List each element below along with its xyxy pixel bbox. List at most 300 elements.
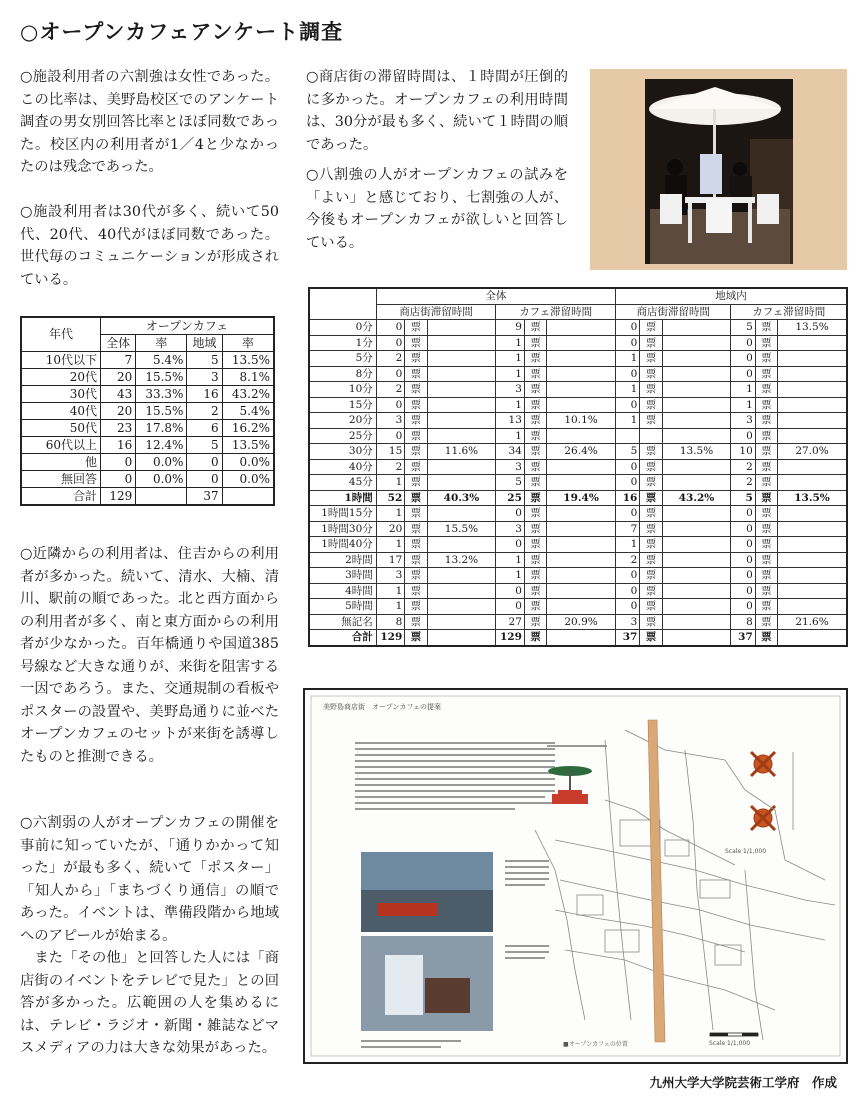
percent-cell	[778, 630, 847, 646]
count-cell: 0	[376, 397, 405, 413]
unit-cell: 票	[524, 599, 546, 615]
percent-cell	[662, 382, 731, 398]
stay-table-row	[309, 614, 847, 630]
subgroup-header: 商店街滞留時間	[615, 304, 730, 320]
percent-cell	[778, 459, 847, 475]
unit-cell: 票	[524, 521, 546, 537]
unit-cell: 票	[755, 552, 777, 568]
cafe-group-header: オープンカフェ	[101, 317, 275, 335]
unit-cell: 票	[524, 335, 546, 351]
unit-cell: 票	[640, 599, 662, 615]
age-label-cell: 無回答	[21, 471, 101, 488]
age-value-cell: 0	[187, 454, 222, 471]
percent-cell	[778, 428, 847, 444]
age-value-cell: 2	[187, 403, 222, 420]
age-label-cell: 40代	[21, 403, 101, 420]
percent-cell	[778, 382, 847, 398]
unit-cell: 票	[640, 351, 662, 367]
count-cell: 34	[496, 444, 525, 460]
count-cell: 1	[376, 599, 405, 615]
count-cell: 8	[376, 614, 405, 630]
percent-cell	[547, 382, 616, 398]
percent-cell	[547, 459, 616, 475]
unit-cell: 票	[755, 599, 777, 615]
percent-cell	[662, 568, 731, 584]
percent-cell	[427, 537, 496, 553]
unit-cell: 票	[755, 366, 777, 382]
age-label-cell: 50代	[21, 420, 101, 437]
count-cell: 0	[615, 320, 639, 336]
duration-label-cell: 1時間40分	[309, 537, 376, 553]
unit-cell: 票	[640, 382, 662, 398]
percent-cell	[778, 366, 847, 382]
unit-cell: 票	[755, 382, 777, 398]
count-cell: 0	[376, 335, 405, 351]
group-header-local: 地域内	[615, 288, 847, 304]
age-value-cell	[136, 488, 187, 506]
percent-cell	[778, 475, 847, 491]
board-drawing	[305, 690, 846, 1062]
stay-table-row	[309, 490, 847, 506]
count-cell: 0	[615, 583, 639, 599]
duration-label-cell: 2時間	[309, 552, 376, 568]
count-cell: 3	[496, 459, 525, 475]
credit-line: 九州大学大学院芸術工学府 作成	[649, 1075, 837, 1090]
count-cell: 1	[376, 583, 405, 599]
count-cell: 1	[615, 537, 639, 553]
age-table-row	[21, 454, 274, 471]
stay-table-row	[309, 413, 847, 429]
age-value-cell: 43	[101, 386, 136, 403]
stay-table-row	[309, 583, 847, 599]
count-cell: 1	[376, 506, 405, 522]
stay-table-row	[309, 382, 847, 398]
age-value-cell: 7	[101, 352, 136, 369]
unit-cell: 票	[405, 506, 427, 522]
duration-label-cell: 45分	[309, 475, 376, 491]
count-cell: 2	[615, 552, 639, 568]
age-label-cell: 20代	[21, 369, 101, 386]
age-value-cell: 17.8%	[136, 420, 187, 437]
age-table-row	[21, 352, 274, 369]
unit-cell: 票	[640, 490, 662, 506]
age-table-row	[21, 386, 274, 403]
percent-cell	[662, 583, 731, 599]
count-cell: 1	[731, 397, 755, 413]
count-cell: 0	[615, 599, 639, 615]
paragraph-age: ○施設利用者は30代が多く、続いて50代、20代、40代がほぼ同数であった。世代毎のコミュニケーションが形成されている。	[20, 204, 279, 288]
unit-cell: 票	[405, 490, 427, 506]
unit-cell: 票	[755, 506, 777, 522]
percent-cell	[662, 397, 731, 413]
age-value-cell: 20	[101, 369, 136, 386]
unit-cell: 票	[640, 413, 662, 429]
unit-cell: 票	[640, 475, 662, 491]
col-header: 率	[136, 335, 187, 352]
count-cell: 15	[376, 444, 405, 460]
unit-cell: 票	[524, 459, 546, 475]
unit-cell: 票	[755, 320, 777, 336]
percent-cell: 40.3%	[427, 490, 496, 506]
percent-cell	[662, 506, 731, 522]
stay-table-row	[309, 599, 847, 615]
percent-cell	[547, 397, 616, 413]
unit-cell: 票	[755, 444, 777, 460]
count-cell: 1	[496, 351, 525, 367]
percent-cell	[662, 366, 731, 382]
percent-cell	[427, 630, 496, 646]
unit-cell: 票	[755, 475, 777, 491]
age-value-cell: 3	[187, 369, 222, 386]
count-cell: 0	[376, 428, 405, 444]
percent-cell: 20.9%	[547, 614, 616, 630]
percent-cell	[427, 413, 496, 429]
unit-cell: 票	[405, 382, 427, 398]
count-cell: 3	[376, 413, 405, 429]
unit-cell: 票	[640, 506, 662, 522]
percent-cell: 13.5%	[778, 320, 847, 336]
count-cell: 3	[496, 382, 525, 398]
unit-cell: 票	[405, 599, 427, 615]
percent-cell	[778, 351, 847, 367]
board-heading: 美野島商店街 オープンカフェの提案	[323, 703, 442, 711]
age-value-cell: 0	[101, 471, 136, 488]
percent-cell	[547, 428, 616, 444]
age-table-row	[21, 369, 274, 386]
percent-cell: 27.0%	[778, 444, 847, 460]
age-table-row	[21, 471, 274, 488]
count-cell: 0	[376, 366, 405, 382]
unit-cell: 票	[755, 537, 777, 553]
stay-table-row	[309, 351, 847, 367]
count-cell: 13	[496, 413, 525, 429]
count-cell: 1	[496, 568, 525, 584]
proposal-board	[303, 688, 848, 1064]
count-cell: 5	[615, 444, 639, 460]
percent-cell	[778, 506, 847, 522]
duration-label-cell: 40分	[309, 459, 376, 475]
unit-cell: 票	[405, 428, 427, 444]
count-cell: 0	[615, 506, 639, 522]
count-cell: 0	[731, 335, 755, 351]
unit-cell: 票	[524, 552, 546, 568]
stay-table-row	[309, 397, 847, 413]
subgroup-header: カフェ滞留時間	[496, 304, 616, 320]
percent-cell	[662, 630, 731, 646]
unit-cell: 票	[405, 630, 427, 646]
count-cell: 129	[496, 630, 525, 646]
percent-cell: 21.6%	[778, 614, 847, 630]
duration-label-cell: 1時間15分	[309, 506, 376, 522]
col-header: 地域	[187, 335, 222, 352]
count-cell: 2	[731, 459, 755, 475]
unit-cell: 票	[640, 320, 662, 336]
count-cell: 0	[731, 568, 755, 584]
subgroup-header: カフェ滞留時間	[731, 304, 847, 320]
unit-cell: 票	[405, 444, 427, 460]
count-cell: 10	[731, 444, 755, 460]
count-cell: 37	[615, 630, 639, 646]
duration-label-cell: 1時間30分	[309, 521, 376, 537]
percent-cell	[778, 599, 847, 615]
count-cell: 37	[731, 630, 755, 646]
unit-cell: 票	[755, 630, 777, 646]
unit-cell	[640, 428, 662, 444]
board-scale-lower: Scale 1/1,000	[709, 1040, 751, 1047]
unit-cell: 票	[755, 490, 777, 506]
count-cell: 0	[496, 537, 525, 553]
age-table-row	[21, 437, 274, 454]
unit-cell: 票	[524, 397, 546, 413]
age-label-cell: 30代	[21, 386, 101, 403]
count-cell: 0	[496, 583, 525, 599]
corner-cell	[309, 288, 376, 320]
count-cell: 0	[496, 506, 525, 522]
paragraph-awareness: ○六割弱の人がオープンカフェの開催を事前に知っていたが、「通りかかって知った」が最も多く、続いて「ポスター」「知人から」「まちづくり通信」の順であった。イベントは、準備段階から地域へのアピールが始まる。	[20, 815, 279, 944]
count-cell: 2	[376, 351, 405, 367]
percent-cell	[662, 413, 731, 429]
percent-cell: 26.4%	[547, 444, 616, 460]
duration-label-cell: 30分	[309, 444, 376, 460]
unit-cell: 票	[405, 366, 427, 382]
count-cell: 0	[615, 366, 639, 382]
percent-cell	[662, 614, 731, 630]
duration-label-cell: 合計	[309, 630, 376, 646]
duration-label-cell: 0分	[309, 320, 376, 336]
age-label-cell: 10代以下	[21, 352, 101, 369]
percent-cell: 13.5%	[778, 490, 847, 506]
count-cell: 0	[615, 397, 639, 413]
percent-cell	[547, 552, 616, 568]
unit-cell: 票	[524, 351, 546, 367]
age-value-cell: 12.4%	[136, 437, 187, 454]
percent-cell	[427, 382, 496, 398]
count-cell: 0	[496, 599, 525, 615]
age-table	[20, 316, 275, 506]
page-title: ○オープンカフェアンケート調査	[20, 20, 344, 44]
count-cell: 16	[615, 490, 639, 506]
stay-table-row	[309, 630, 847, 646]
stay-time-table	[308, 287, 848, 647]
duration-label-cell: 8分	[309, 366, 376, 382]
percent-cell	[427, 320, 496, 336]
unit-cell: 票	[524, 583, 546, 599]
paragraph-stay-time: ○商店街の滞留時間は、１時間が圧倒的に多かった。オープンカフェの利用時間は、30分が最も多く、続いて１時間の順であった。	[306, 69, 568, 153]
unit-cell: 票	[640, 335, 662, 351]
age-table-row	[21, 488, 274, 506]
percent-cell: 15.5%	[427, 521, 496, 537]
percent-cell	[427, 335, 496, 351]
count-cell: 0	[731, 428, 755, 444]
count-cell: 1	[615, 382, 639, 398]
count-cell: 8	[731, 614, 755, 630]
open-cafe-photo	[590, 69, 847, 270]
age-value-cell: 129	[101, 488, 136, 506]
unit-cell: 票	[640, 614, 662, 630]
unit-cell: 票	[405, 537, 427, 553]
age-value-cell: 37	[187, 488, 222, 506]
subgroup-header: 商店街滞留時間	[376, 304, 496, 320]
duration-label-cell: 5分	[309, 351, 376, 367]
unit-cell: 票	[640, 521, 662, 537]
count-cell: 0	[615, 568, 639, 584]
unit-cell: 票	[405, 459, 427, 475]
stay-table-row	[309, 335, 847, 351]
percent-cell	[547, 475, 616, 491]
percent-cell	[662, 537, 731, 553]
unit-cell: 票	[524, 382, 546, 398]
percent-cell	[547, 335, 616, 351]
count-cell: 0	[615, 459, 639, 475]
duration-label-cell: 25分	[309, 428, 376, 444]
col-header: 全体	[101, 335, 136, 352]
count-cell: 1	[496, 397, 525, 413]
percent-cell	[547, 521, 616, 537]
percent-cell	[662, 552, 731, 568]
age-value-cell: 0.0%	[222, 471, 274, 488]
unit-cell: 票	[524, 413, 546, 429]
unit-cell: 票	[640, 630, 662, 646]
percent-cell	[547, 506, 616, 522]
age-label-cell: 60代以上	[21, 437, 101, 454]
unit-cell: 票	[524, 506, 546, 522]
unit-cell: 票	[405, 351, 427, 367]
age-value-cell: 0	[101, 454, 136, 471]
count-cell: 1	[376, 537, 405, 553]
unit-cell: 票	[524, 537, 546, 553]
percent-cell	[427, 459, 496, 475]
paragraph-evaluation: ○八割強の人がオープンカフェの試みを「よい」と感じており、七割強の人が、今後もオープンカフェが欲しいと回答している。	[306, 167, 568, 251]
unit-cell: 票	[755, 583, 777, 599]
percent-cell	[778, 397, 847, 413]
count-cell: 9	[496, 320, 525, 336]
duration-label-cell: 5時間	[309, 599, 376, 615]
unit-cell: 票	[405, 335, 427, 351]
count-cell: 0	[731, 521, 755, 537]
age-value-cell: 43.2%	[222, 386, 274, 403]
stay-table-row	[309, 537, 847, 553]
duration-label-cell: 20分	[309, 413, 376, 429]
board-legend: ■オープンカフェの位置	[563, 1041, 628, 1048]
percent-cell: 13.2%	[427, 552, 496, 568]
count-cell: 7	[615, 521, 639, 537]
duration-label-cell: 15分	[309, 397, 376, 413]
count-cell: 3	[615, 614, 639, 630]
age-value-cell: 5.4%	[222, 403, 274, 420]
age-value-cell	[222, 488, 274, 506]
count-cell: 27	[496, 614, 525, 630]
count-cell: 5	[496, 475, 525, 491]
count-cell: 0	[731, 351, 755, 367]
age-value-cell: 33.3%	[136, 386, 187, 403]
age-value-cell: 0.0%	[222, 454, 274, 471]
percent-cell	[547, 366, 616, 382]
percent-cell: 11.6%	[427, 444, 496, 460]
percent-cell: 19.4%	[547, 490, 616, 506]
unit-cell: 票	[755, 397, 777, 413]
count-cell: 1	[496, 552, 525, 568]
percent-cell	[547, 630, 616, 646]
duration-label-cell: 4時間	[309, 583, 376, 599]
percent-cell	[778, 552, 847, 568]
stay-table-row	[309, 444, 847, 460]
age-value-cell: 23	[101, 420, 136, 437]
unit-cell: 票	[524, 366, 546, 382]
percent-cell	[778, 521, 847, 537]
age-value-cell: 15.5%	[136, 403, 187, 420]
stay-table-row	[309, 366, 847, 382]
percent-cell: 43.2%	[662, 490, 731, 506]
stay-table-row	[309, 475, 847, 491]
count-cell: 5	[731, 490, 755, 506]
percent-cell	[427, 428, 496, 444]
unit-cell: 票	[405, 521, 427, 537]
stay-table-row	[309, 552, 847, 568]
age-label-cell: 合計	[21, 488, 101, 506]
count-cell: 0	[615, 335, 639, 351]
count-cell: 2	[376, 382, 405, 398]
percent-cell	[547, 599, 616, 615]
percent-cell	[778, 537, 847, 553]
percent-cell	[427, 351, 496, 367]
count-cell: 25	[496, 490, 525, 506]
unit-cell: 票	[405, 475, 427, 491]
percent-cell	[662, 335, 731, 351]
stay-table-row	[309, 320, 847, 336]
age-label-cell: 他	[21, 454, 101, 471]
unit-cell: 票	[640, 552, 662, 568]
unit-cell: 票	[640, 568, 662, 584]
unit-cell: 票	[405, 614, 427, 630]
count-cell: 1	[496, 366, 525, 382]
unit-cell: 票	[524, 428, 546, 444]
percent-cell	[662, 475, 731, 491]
percent-cell	[427, 599, 496, 615]
count-cell: 0	[615, 475, 639, 491]
age-value-cell: 13.5%	[222, 437, 274, 454]
percent-cell	[427, 475, 496, 491]
unit-cell: 票	[640, 366, 662, 382]
board-scale-upper: Scale 1/1,000	[725, 848, 767, 855]
percent-cell	[547, 568, 616, 584]
count-cell: 3	[376, 568, 405, 584]
age-value-cell: 6	[187, 420, 222, 437]
unit-cell: 票	[524, 320, 546, 336]
stay-table-row	[309, 521, 847, 537]
stay-table-row	[309, 568, 847, 584]
age-value-cell: 16	[101, 437, 136, 454]
unit-cell: 票	[755, 614, 777, 630]
count-cell: 0	[731, 366, 755, 382]
percent-cell	[778, 335, 847, 351]
percent-cell	[427, 506, 496, 522]
percent-cell	[547, 351, 616, 367]
unit-cell: 票	[755, 521, 777, 537]
duration-label-cell: 1時間	[309, 490, 376, 506]
unit-cell: 票	[524, 475, 546, 491]
percent-cell: 13.5%	[662, 444, 731, 460]
count-cell: 0	[376, 320, 405, 336]
count-cell: 3	[496, 521, 525, 537]
stay-table-row	[309, 506, 847, 522]
unit-cell: 票	[405, 397, 427, 413]
age-table-row	[21, 403, 274, 420]
duration-label-cell: 無記名	[309, 614, 376, 630]
count-cell: 1	[615, 351, 639, 367]
percent-cell	[547, 320, 616, 336]
age-value-cell: 5	[187, 437, 222, 454]
count-cell: 3	[731, 413, 755, 429]
